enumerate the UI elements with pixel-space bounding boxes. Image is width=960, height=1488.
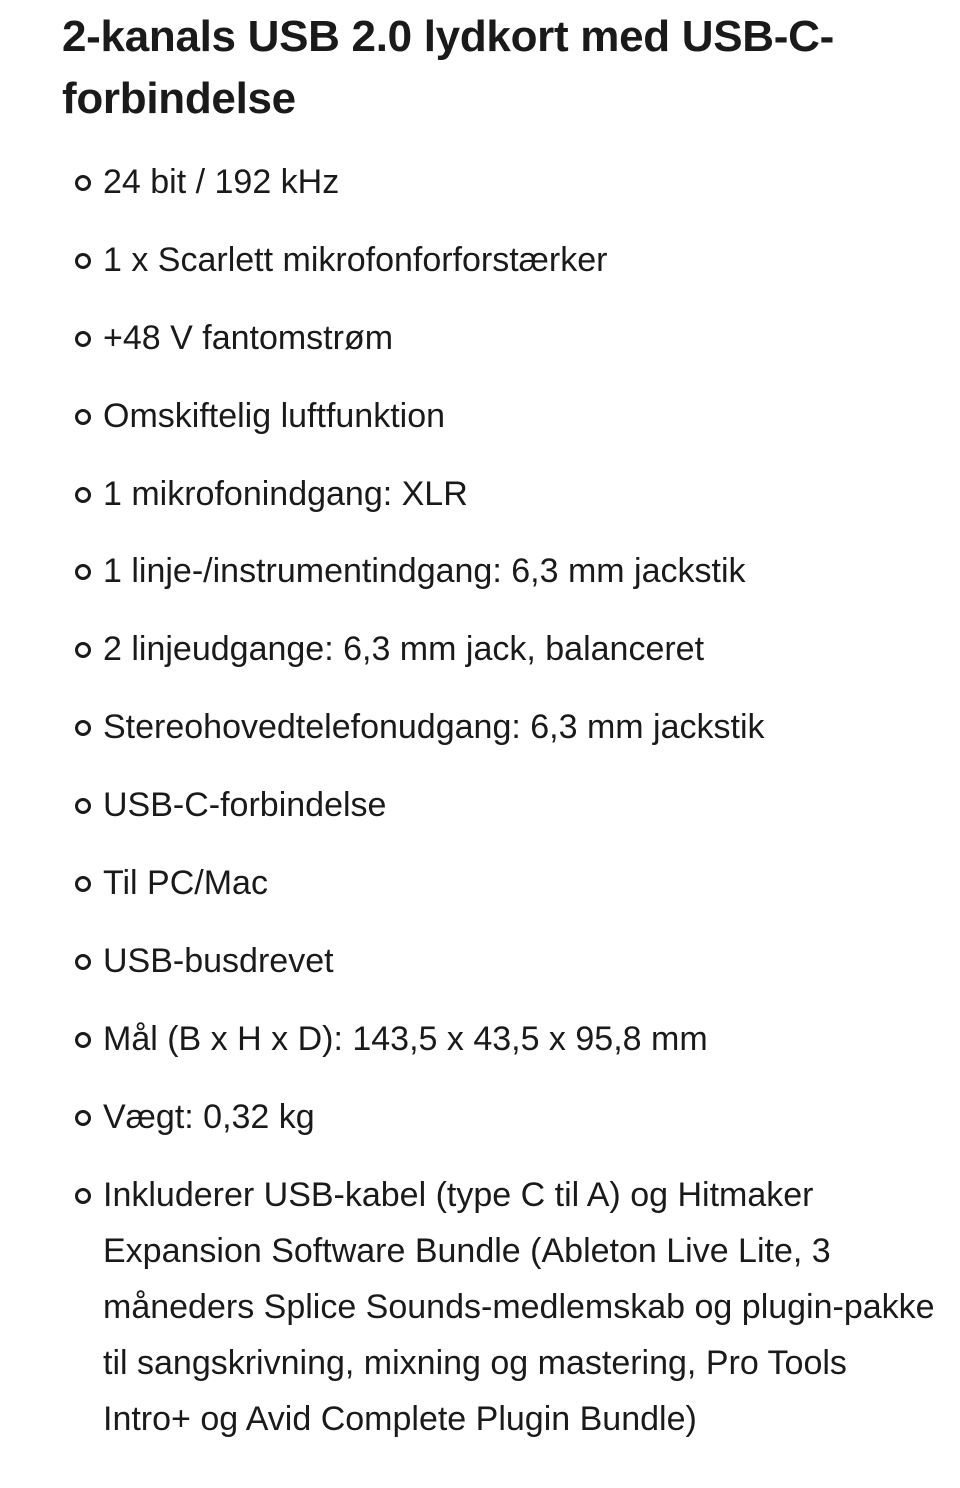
spec-text: Inkluderer USB-kabel (type C til A) og Hitmaker Expansion Software Bundle (Ableton Live Lite, 3 måneders Splice Sounds-medlemskab og plugin-pakke til sangskrivning, mixning og mastering, Pro Tools Intro+ og Avid Complete Plugin Bundle) (103, 1175, 935, 1438)
bullet-circle-icon (75, 487, 91, 503)
spec-text: Mål (B x H x D): 143,5 x 43,5 x 95,8 mm (103, 1019, 708, 1058)
spec-list-item (62, 232, 942, 288)
spec-text: Omskiftelig luftfunktion (103, 396, 446, 435)
spec-text: 1 linje-/instrumentindgang: 6,3 mm jackstik (103, 552, 746, 591)
bullet-circle-icon (75, 175, 91, 191)
bullet-circle-icon (75, 253, 91, 269)
bullet-circle-icon (75, 720, 91, 736)
spec-text: +48 V fantomstrøm (103, 318, 394, 357)
spec-list-item (62, 543, 942, 599)
spec-list-item (62, 699, 942, 755)
spec-list-item (62, 777, 942, 833)
spec-text: 24 bit / 192 kHz (103, 163, 340, 201)
spec-list-item (62, 310, 942, 366)
bullet-circle-icon (75, 954, 91, 970)
spec-list-item (62, 1011, 942, 1067)
bullet-circle-icon (75, 564, 91, 580)
product-spec-section (62, 6, 942, 1447)
product-title: 2-kanals USB 2.0 lydkort med USB-C-forbindelse (62, 12, 834, 123)
spec-list-item (62, 466, 942, 522)
spec-text: 2 linjeudgange: 6,3 mm jack, balanceret (103, 630, 705, 669)
spec-list-item (62, 933, 942, 989)
spec-list (62, 154, 942, 1447)
spec-text: Til PC/Mac (103, 864, 268, 903)
bullet-circle-icon (75, 409, 91, 425)
spec-text: Stereohovedtelefonudgang: 6,3 mm jackstik (103, 708, 765, 747)
spec-text: USB-busdrevet (103, 941, 334, 980)
bullet-circle-icon (75, 642, 91, 658)
spec-list-item (62, 621, 942, 677)
spec-text: 1 mikrofonindgang: XLR (103, 474, 468, 513)
spec-list-item (62, 1089, 942, 1145)
bullet-circle-icon (75, 1110, 91, 1126)
bullet-circle-icon (75, 1032, 91, 1048)
spec-list-item (62, 388, 942, 444)
spec-list-item (62, 1167, 942, 1447)
bullet-circle-icon (75, 798, 91, 814)
spec-text: USB-C-forbindelse (103, 786, 387, 825)
spec-list-item (62, 855, 942, 911)
bullet-circle-icon (75, 1188, 91, 1204)
bullet-circle-icon (75, 331, 91, 347)
spec-list-item (62, 154, 942, 210)
spec-text: 1 x Scarlett mikrofonforforstærker (103, 240, 608, 279)
spec-text: Vægt: 0,32 kg (103, 1097, 315, 1136)
bullet-circle-icon (75, 876, 91, 892)
